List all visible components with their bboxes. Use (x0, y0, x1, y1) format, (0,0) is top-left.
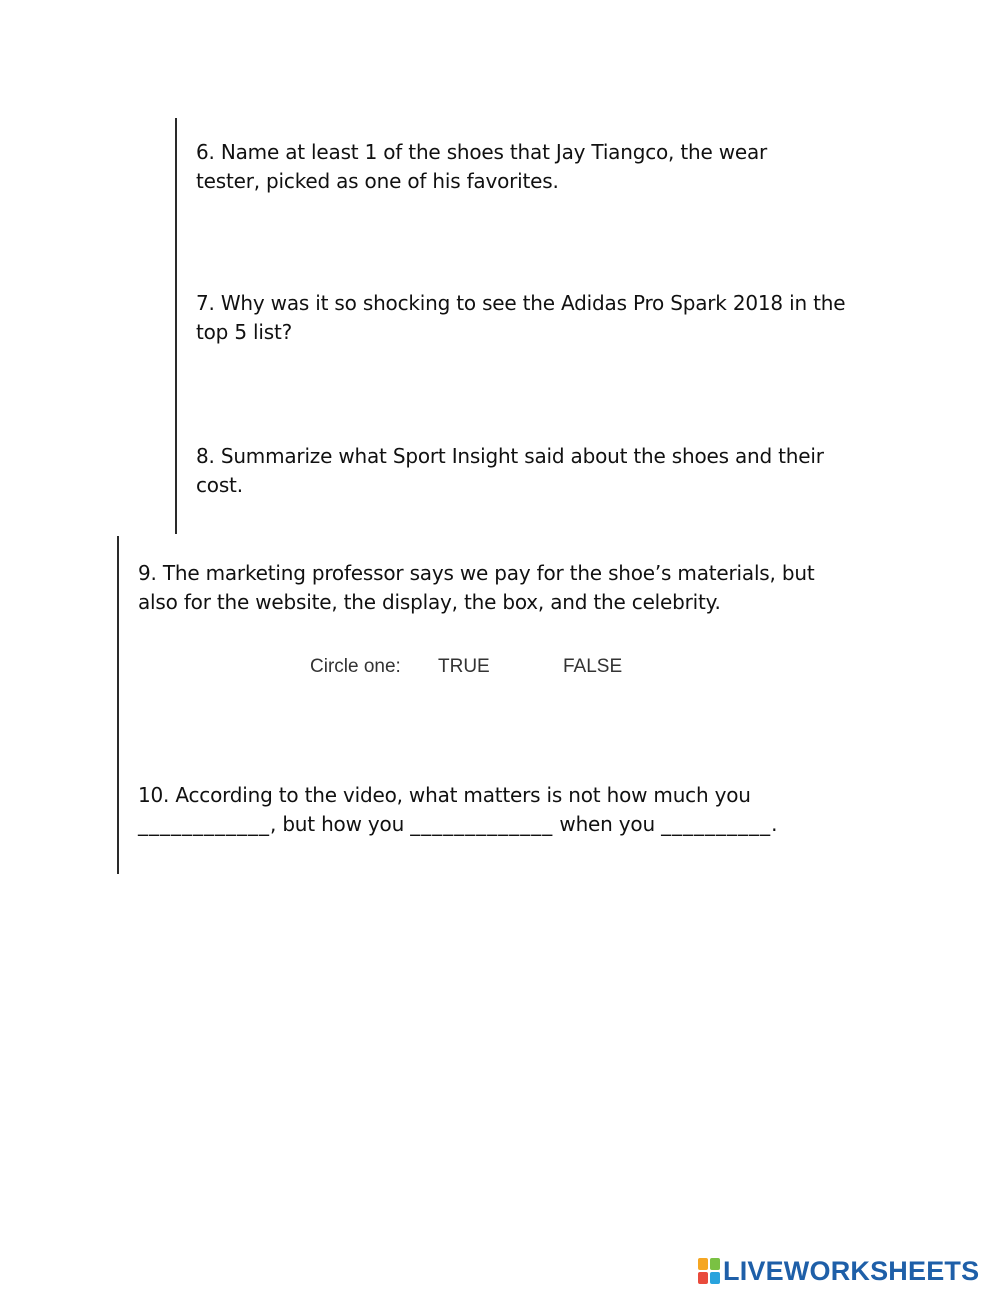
liveworksheets-brand[interactable] (698, 1253, 979, 1289)
logo-tile-icon (710, 1258, 720, 1270)
margin-line-top (175, 118, 177, 534)
question-9: 9. The marketing professor says we pay for the shoe’s materials, but also for the website, the display, the box, and the celebrity. (138, 561, 815, 614)
question-10 (138, 781, 818, 839)
logo-tile-icon (698, 1272, 708, 1284)
question-10-part2: , but how you (270, 812, 405, 836)
answer-blank-2[interactable]: _____________ (410, 812, 554, 836)
answer-blank-1[interactable]: ____________ (138, 812, 270, 836)
question-8: 8. Summarize what Sport Insight said about the shoes and their cost. (196, 444, 824, 497)
question-10-part3: when you (559, 812, 655, 836)
question-6: 6. Name at least 1 of the shoes that Jay Tiangco, the wear tester, picked as one of his favorites. (196, 140, 768, 193)
margin-line-bottom (117, 536, 119, 874)
question-10-part4: . (771, 812, 778, 836)
answer-blank-3[interactable]: __________ (661, 812, 772, 836)
option-false[interactable]: FALSE (563, 656, 623, 677)
liveworksheets-logo-icon (698, 1258, 720, 1284)
circle-one-label: Circle one: (310, 656, 401, 677)
option-true[interactable]: TRUE (438, 656, 490, 677)
question-10-part1: 10. According to the video, what matters is not how much you (138, 783, 751, 807)
question-7: 7. Why was it so shocking to see the Adidas Pro Spark 2018 in the top 5 list? (196, 291, 846, 344)
brand-name: LIVEWORKSHEETS (723, 1255, 980, 1286)
logo-tile-icon (710, 1272, 720, 1284)
logo-tile-icon (698, 1258, 708, 1270)
